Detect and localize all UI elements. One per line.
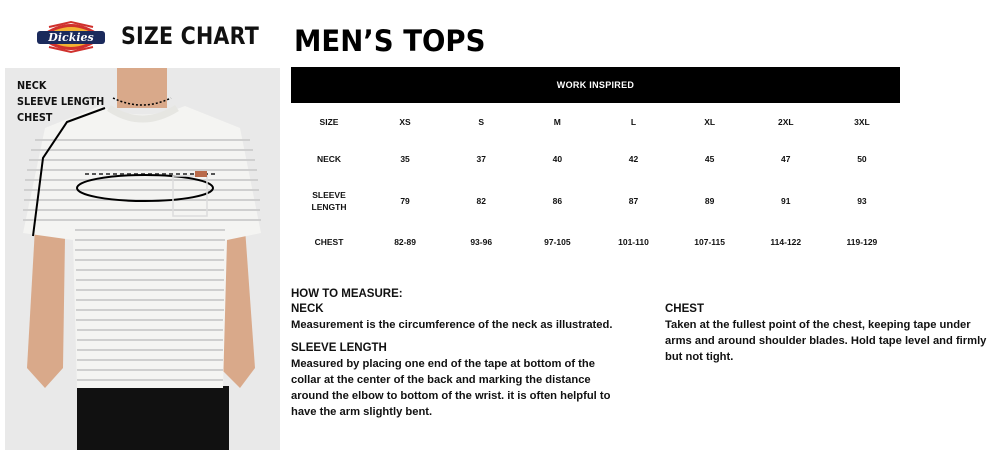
- cell: 101-110: [618, 237, 649, 247]
- row-head-sleeve-length-text: SLEEVE LENGTH: [311, 190, 347, 212]
- table-row-size: [291, 103, 900, 141]
- row-head-sleeve-length: [291, 177, 367, 225]
- sleeve-description: Measured by placing one end of the tape at bottom of the collar at the center of the back and marking the distance around the elbow to bottom of the wrist. it is often helpful to have the arm slightly bent.: [291, 358, 611, 418]
- chest-heading: CHEST: [665, 303, 704, 315]
- brand-logo-text: Dickies: [48, 31, 94, 44]
- neck-heading: NECK: [291, 303, 324, 315]
- brand-logo: [35, 16, 107, 58]
- cell: 93-96: [470, 237, 493, 247]
- how-to-measure-section: [291, 287, 621, 420]
- cell: 42: [628, 154, 639, 164]
- measure-labels: [17, 78, 116, 126]
- neck-description: Measurement is the circumference of the neck as illustrated.: [291, 319, 613, 331]
- table-row-chest: [291, 225, 900, 259]
- cell: 47: [781, 154, 791, 164]
- cell: 82-89: [394, 237, 416, 247]
- label-sleeve-length: SLEEVE LENGTH: [17, 95, 105, 108]
- product-title: MEN’S TOPS: [294, 24, 486, 58]
- cell: M: [553, 117, 561, 127]
- size-chart-title: SIZE CHART: [121, 22, 259, 50]
- cell: 107-115: [694, 237, 725, 247]
- row-head-chest: CHEST: [314, 237, 344, 247]
- cell: XL: [704, 117, 716, 127]
- model-photo: [5, 68, 280, 450]
- cell: 2XL: [777, 117, 794, 127]
- cell: 89: [704, 196, 715, 206]
- size-table: [291, 103, 900, 259]
- cell: 93: [857, 196, 867, 206]
- table-row-neck: [291, 141, 900, 177]
- table-row-sleeve-length: [291, 177, 900, 225]
- cell: 86: [552, 196, 563, 206]
- label-chest: CHEST: [17, 111, 53, 124]
- chest-description: Taken at the fullest point of the chest, keeping tape under arms and around shoulder blades. Hold tape level and firmly but not tight.: [665, 319, 987, 363]
- row-head-size: SIZE: [319, 117, 339, 127]
- cell: 50: [857, 154, 867, 164]
- sleeve-heading: SLEEVE LENGTH: [291, 342, 387, 354]
- cell: 82: [476, 196, 486, 206]
- cell: 79: [400, 196, 410, 206]
- cell: 40: [552, 154, 563, 164]
- cell: 114-122: [770, 237, 802, 247]
- cell: 37: [476, 154, 486, 164]
- cell: 91: [781, 196, 791, 206]
- cell: 45: [704, 154, 715, 164]
- cell: S: [478, 117, 485, 127]
- table-banner: WORK INSPIRED: [291, 67, 900, 103]
- row-head-neck: NECK: [316, 154, 342, 164]
- cell: 35: [400, 154, 410, 164]
- chest-instructions: [665, 302, 1000, 365]
- cell: 87: [628, 196, 639, 206]
- how-to-measure-title: HOW TO MEASURE:: [291, 288, 403, 300]
- label-neck: NECK: [17, 79, 47, 92]
- cell: 3XL: [854, 117, 870, 127]
- cell: L: [630, 117, 637, 127]
- cell: 97-105: [544, 237, 571, 247]
- cell: 119-129: [846, 237, 878, 247]
- cell: XS: [399, 117, 411, 127]
